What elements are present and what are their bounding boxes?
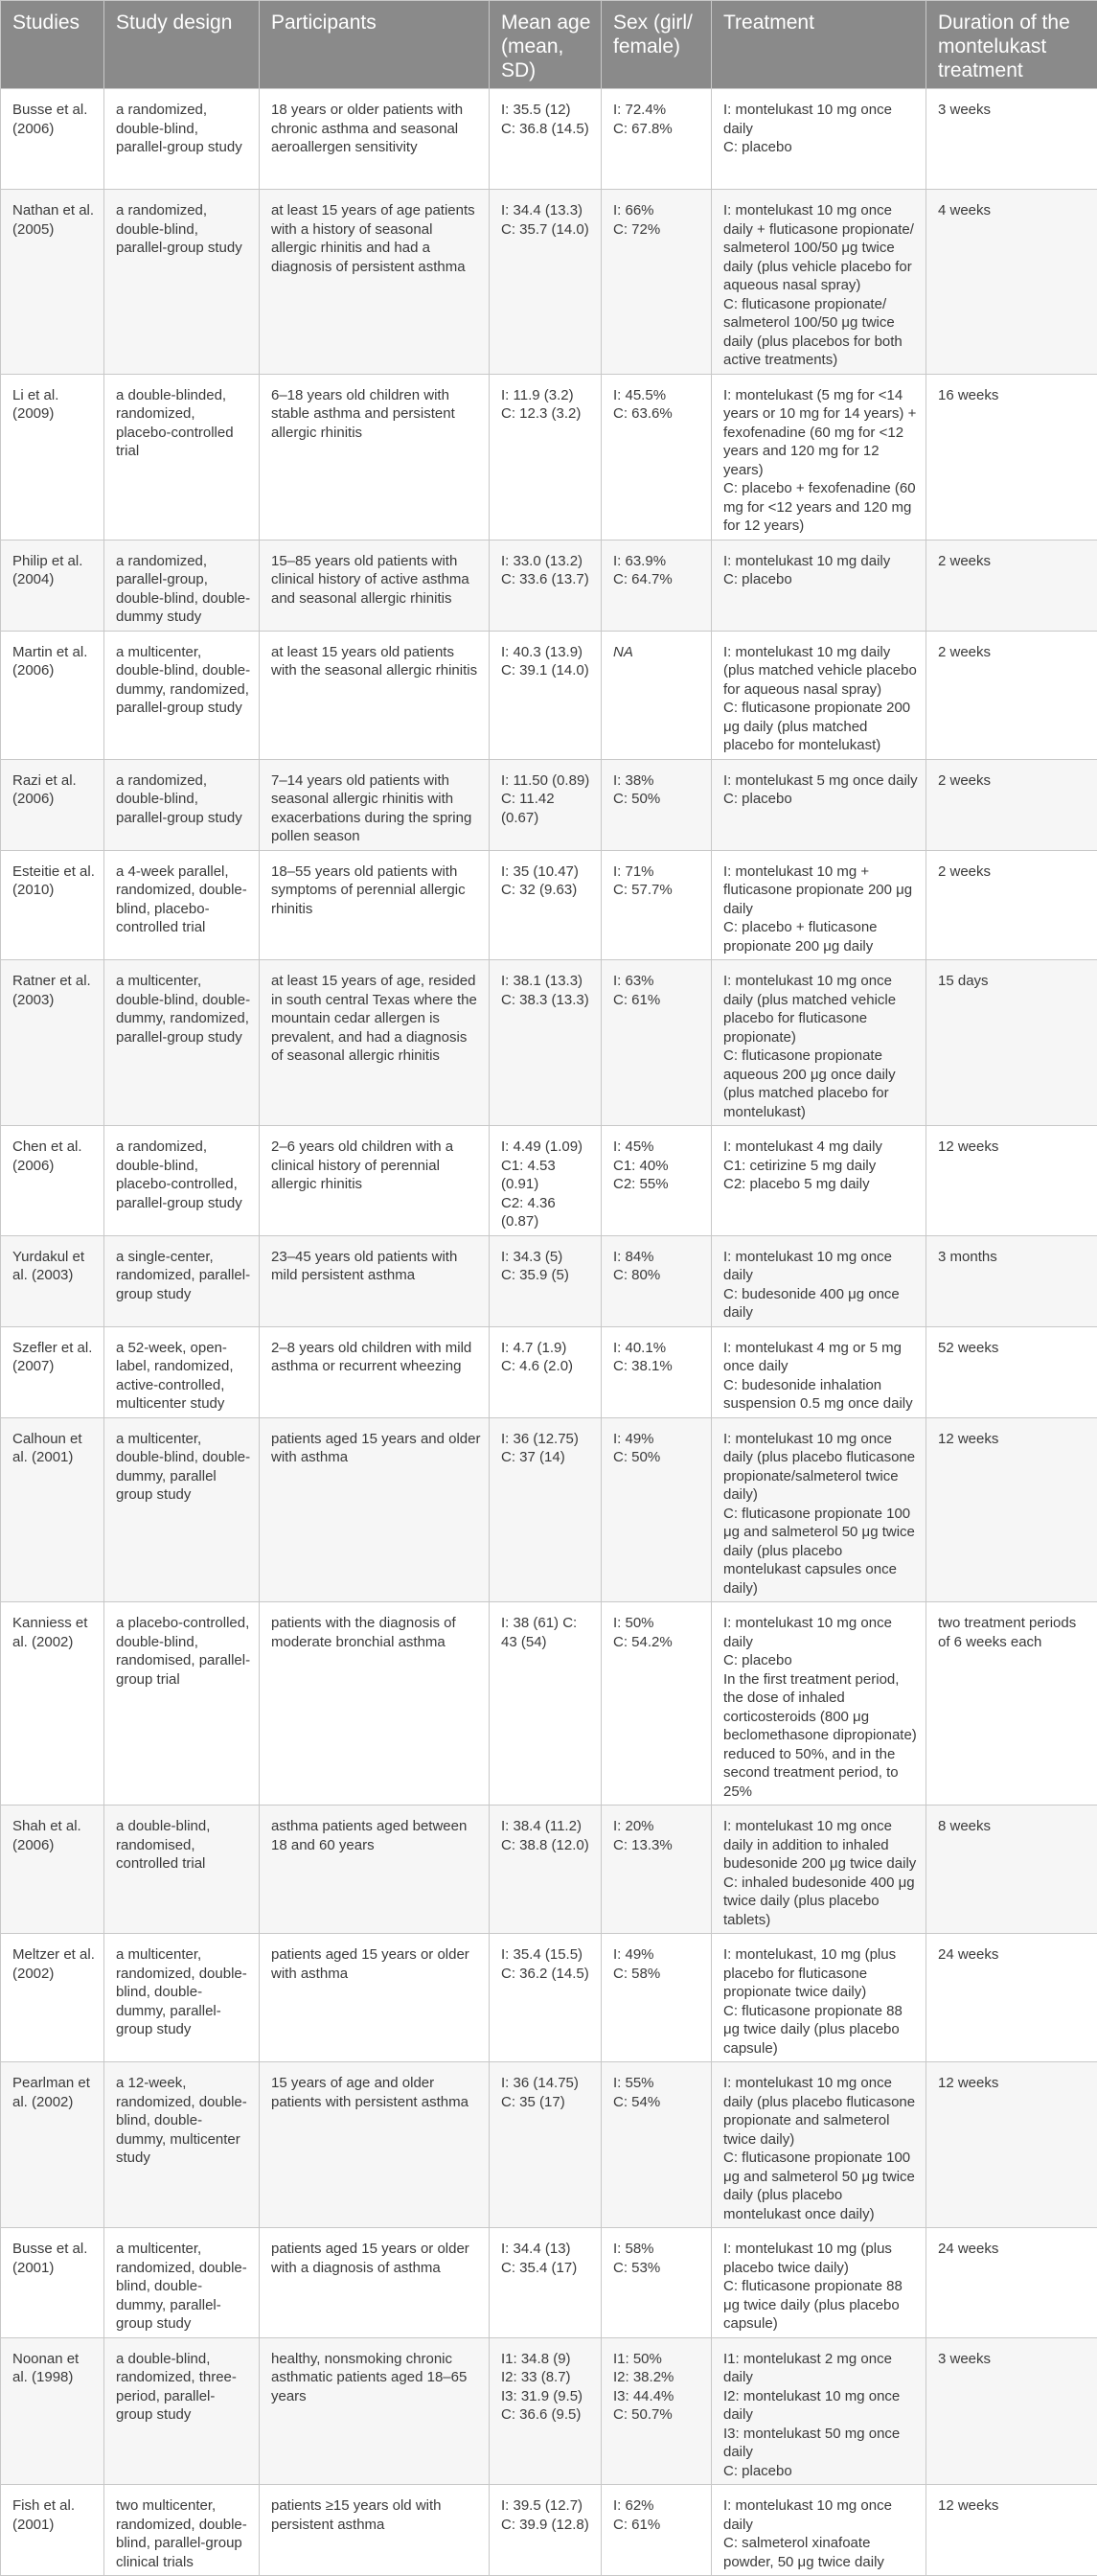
cell-participants [260,540,490,631]
cell-mean-age-text: I: 34.4 (13.3) C: 35.7 (14.0) [501,201,593,239]
cell-study-design-text: a multicenter, double-blind, double-dummy, parallel group study [116,1430,251,1505]
cell-mean-age-text: I: 35.4 (15.5) C: 36.2 (14.5) [501,1945,593,1983]
table-row [1,540,1097,631]
cell-sex [602,759,712,850]
cell-study-design [104,1417,260,1602]
cell-participants [260,850,490,960]
table-row [1,1806,1097,1934]
cell-participants-text: 6–18 years old children with stable asthma and persistent allergic rhinitis [271,386,481,443]
cell-study-design-text: a randomized, parallel-group, double-blind, double-dummy study [116,552,251,627]
cell-study-text: Fish et al. (2001) [12,2496,96,2534]
cell-duration-text: 2 weeks [938,771,1089,791]
cell-treatment [712,1602,926,1806]
cell-mean-age-text: I: 38 (61) C: 43 (54) [501,1614,593,1651]
cell-study-text: Esteitie et al. (2010) [12,862,96,900]
cell-sex-text: I: 63% C: 61% [613,972,703,1009]
table-row [1,374,1097,540]
cell-duration [926,374,1097,540]
cell-duration [926,2485,1097,2576]
cell-duration [926,89,1097,190]
header-treatment: Treatment [712,1,926,89]
cell-mean-age-text: I: 11.9 (3.2) C: 12.3 (3.2) [501,386,593,424]
cell-treatment-text: I: montelukast 10 mg once daily + fluticasone propionate/ salmeterol 100/50 μg twice daily (plus vehicle placebo for aqueous nasal spray) C: fluticasone propionate/ salmeterol 100/50 μg twice daily (plus placebos for both active treatments) [723,201,918,370]
cell-sex-text: I: 72.4% C: 67.8% [613,101,703,138]
cell-study-design-text: a randomized, double-blind, placebo-controlled, parallel-group study [116,1138,251,1212]
cell-duration [926,850,1097,960]
cell-mean-age [490,1934,602,2062]
cell-study [1,1326,104,1417]
table-row [1,190,1097,375]
cell-study-design [104,374,260,540]
table-row [1,631,1097,759]
cell-treatment [712,190,926,375]
cell-study-text: Philip et al. (2004) [12,552,96,589]
cell-study-text: Chen et al. (2006) [12,1138,96,1175]
cell-sex [602,2337,712,2485]
cell-mean-age [490,540,602,631]
cell-sex [602,540,712,631]
cell-treatment-text: I: montelukast 10 mg once daily C: salmeterol xinafoate powder, 50 μg twice daily [723,2496,918,2571]
cell-mean-age-text: I: 11.50 (0.89) C: 11.42 (0.67) [501,771,593,828]
cell-mean-age [490,850,602,960]
cell-study-design-text: a single-center, randomized, parallel-group study [116,1248,251,1304]
cell-sex [602,960,712,1126]
cell-study-design-text: a 12-week, randomized, double-blind, double-dummy, multicenter study [116,2074,251,2168]
header-participants: Participants [260,1,490,89]
cell-participants-text: 18–55 years old patients with symptoms of perennial allergic rhinitis [271,862,481,919]
cell-duration-text: 52 weeks [938,1339,1089,1358]
cell-mean-age [490,960,602,1126]
cell-duration [926,1235,1097,1326]
cell-participants-text: patients with the diagnosis of moderate bronchial asthma [271,1614,481,1651]
cell-sex [602,190,712,375]
cell-study-design [104,1806,260,1934]
cell-study-text: Nathan et al. (2005) [12,201,96,239]
cell-participants-text: patients aged 15 years or older with a diagnosis of asthma [271,2240,481,2277]
cell-sex [602,1417,712,1602]
cell-participants-text: 2–8 years old children with mild asthma or recurrent wheezing [271,1339,481,1376]
cell-sex-text: I: 50% C: 54.2% [613,1614,703,1651]
cell-treatment-text: I: montelukast 10 mg once daily (plus placebo fluticasone propionate and salmeterol twice daily) C: fluticasone propionate 100 μg and salmeterol 50 μg twice daily (plus placebo montelukast once daily) [723,2074,918,2223]
cell-mean-age-text: I: 39.5 (12.7) C: 39.9 (12.8) [501,2496,593,2534]
cell-duration [926,759,1097,850]
cell-duration [926,1602,1097,1806]
cell-mean-age-text: I: 34.4 (13) C: 35.4 (17) [501,2240,593,2277]
cell-treatment [712,1417,926,1602]
table-row [1,1602,1097,1806]
cell-mean-age [490,1806,602,1934]
cell-sex-text: I: 49% C: 50% [613,1430,703,1467]
cell-study-design-text: two multicenter, randomized, double-blind, parallel-group clinical trials [116,2496,251,2571]
cell-duration [926,1417,1097,1602]
cell-treatment-text: I: montelukast 10 mg once daily (plus matched vehicle placebo for fluticasone propionate) C: fluticasone propionate aqueous 200 μg once daily (plus matched placebo for montelukast) [723,972,918,1121]
cell-duration [926,540,1097,631]
cell-study-design [104,1602,260,1806]
cell-treatment-text: I: montelukast 10 mg + fluticasone propionate 200 μg daily C: placebo + fluticasone propionate 200 μg daily [723,862,918,956]
cell-study-design-text: a randomized, double-blind, parallel-group study [116,101,251,157]
cell-study-design-text: a multicenter, randomized, double-blind, double-dummy, parallel-group study [116,1945,251,2039]
cell-duration-text: 12 weeks [938,1430,1089,1449]
cell-treatment-text: I: montelukast 4 mg or 5 mg once daily C: budesonide inhalation suspension 0.5 mg once daily [723,1339,918,1414]
cell-mean-age-text: I: 38.4 (11.2) C: 38.8 (12.0) [501,1817,593,1854]
cell-participants [260,2485,490,2576]
cell-participants [260,2337,490,2485]
cell-study-design-text: a double-blind, randomised, controlled trial [116,1817,251,1874]
cell-study-text: Calhoun et al. (2001) [12,1430,96,1467]
cell-duration-text: 3 months [938,1248,1089,1267]
cell-participants-text: patients aged 15 years or older with asthma [271,1945,481,1983]
cell-participants [260,1806,490,1934]
cell-study-design [104,2062,260,2228]
table-row [1,759,1097,850]
cell-sex-text: I: 71% C: 57.7% [613,862,703,900]
cell-participants [260,960,490,1126]
cell-duration-text: 24 weeks [938,2240,1089,2259]
cell-duration [926,960,1097,1126]
cell-participants [260,1934,490,2062]
cell-mean-age-text: I: 38.1 (13.3) C: 38.3 (13.3) [501,972,593,1009]
cell-study-design [104,2337,260,2485]
cell-study-text: Busse et al. (2001) [12,2240,96,2277]
cell-participants [260,1326,490,1417]
cell-sex [602,89,712,190]
cell-study-text: Martin et al. (2006) [12,643,96,680]
cell-study-design-text: a 52-week, open-label, randomized, active-controlled, multicenter study [116,1339,251,1414]
cell-duration-text: 3 weeks [938,101,1089,120]
cell-study [1,2062,104,2228]
cell-participants-text: 7–14 years old patients with seasonal allergic rhinitis with exacerbations during the spring pollen season [271,771,481,846]
cell-study-text: Li et al. (2009) [12,386,96,424]
cell-study-text: Razi et al. (2006) [12,771,96,809]
cell-treatment-text: I1: montelukast 2 mg once daily I2: montelukast 10 mg once daily I3: montelukast 50 mg once daily C: placebo [723,2350,918,2481]
cell-mean-age-text: I: 36 (12.75) C: 37 (14) [501,1430,593,1467]
cell-duration [926,631,1097,759]
cell-treatment [712,759,926,850]
table-header [1,1,1097,89]
header-row [1,1,1097,89]
cell-sex-text: I: 55% C: 54% [613,2074,703,2111]
cell-study [1,374,104,540]
cell-treatment-text: I: montelukast 10 mg daily (plus matched vehicle placebo for aqueous nasal spray) C: fluticasone propionate 200 μg daily (plus matched placebo for montelukast) [723,643,918,755]
cell-mean-age [490,190,602,375]
table-row [1,89,1097,190]
cell-participants-text: healthy, nonsmoking chronic asthmatic patients aged 18–65 years [271,2350,481,2406]
cell-study [1,759,104,850]
cell-treatment [712,1934,926,2062]
cell-study-design [104,1934,260,2062]
cell-treatment [712,374,926,540]
cell-participants [260,1235,490,1326]
table-row [1,1126,1097,1236]
cell-treatment-text: I: montelukast, 10 mg (plus placebo for fluticasone propionate twice daily) C: fluticasone propionate 88 μg twice daily (plus placebo capsule) [723,1945,918,2058]
cell-participants-text: 15–85 years old patients with clinical history of active asthma and seasonal allergic rhinitis [271,552,481,609]
cell-study-text: Busse et al. (2006) [12,101,96,138]
cell-treatment [712,850,926,960]
cell-study-text: Kanniess et al. (2002) [12,1614,96,1651]
cell-duration-text: 2 weeks [938,862,1089,882]
cell-participants-text: 2–6 years old children with a clinical history of perennial allergic rhinitis [271,1138,481,1194]
cell-sex [602,1806,712,1934]
cell-study-text: Yurdakul et al. (2003) [12,1248,96,1285]
cell-study-design [104,2228,260,2338]
cell-duration-text: 12 weeks [938,2074,1089,2093]
cell-mean-age [490,2337,602,2485]
table-row [1,2062,1097,2228]
cell-sex [602,1326,712,1417]
cell-treatment [712,2337,926,2485]
table-row [1,960,1097,1126]
cell-study [1,89,104,190]
cell-mean-age [490,89,602,190]
cell-sex-text: I: 49% C: 58% [613,1945,703,1983]
cell-study-design [104,759,260,850]
cell-treatment-text: I: montelukast (5 mg for <14 years or 10 mg for 14 years) + fexofenadine (60 mg for <12 years and 120 mg for 12 years) C: placebo + fexofenadine (60 mg for <12 years and 120 mg for 12 years) [723,386,918,536]
cell-study-text: Ratner et al. (2003) [12,972,96,1009]
cell-duration-text: 8 weeks [938,1817,1089,1836]
cell-treatment [712,1806,926,1934]
cell-duration [926,1126,1097,1236]
cell-sex [602,1934,712,2062]
cell-duration [926,2337,1097,2485]
cell-treatment [712,1126,926,1236]
cell-sex [602,2485,712,2576]
cell-duration-text: 12 weeks [938,2496,1089,2516]
cell-study-text: Pearlman et al. (2002) [12,2074,96,2111]
cell-treatment [712,2228,926,2338]
cell-study [1,1934,104,2062]
cell-duration-text: two treatment periods of 6 weeks each [938,1614,1089,1651]
cell-sex-text: I: 40.1% C: 38.1% [613,1339,703,1376]
cell-duration-text: 12 weeks [938,1138,1089,1157]
cell-treatment [712,89,926,190]
cell-mean-age-text: I: 36 (14.75) C: 35 (17) [501,2074,593,2111]
cell-duration-text: 2 weeks [938,552,1089,571]
cell-treatment [712,960,926,1126]
header-studies: Studies [1,1,104,89]
cell-duration [926,1806,1097,1934]
cell-treatment [712,631,926,759]
cell-participants [260,1126,490,1236]
cell-participants [260,631,490,759]
cell-study-design [104,631,260,759]
cell-study [1,1417,104,1602]
cell-study-text: Meltzer et al. (2002) [12,1945,96,1983]
table-body [1,89,1097,2576]
cell-participants [260,89,490,190]
cell-participants-text: at least 15 years of age patients with a history of seasonal allergic rhinitis and had a diagnosis of persistent asthma [271,201,481,276]
cell-mean-age [490,2062,602,2228]
cell-study-design-text: a double-blind, randomized, three-period, parallel-group study [116,2350,251,2425]
cell-study-design-text: a double-blinded, randomized, placebo-controlled trial [116,386,251,461]
cell-participants [260,374,490,540]
cell-sex-text: I: 66% C: 72% [613,201,703,239]
cell-treatment [712,1326,926,1417]
cell-study [1,190,104,375]
cell-duration-text: 2 weeks [938,643,1089,662]
cell-treatment-text: I: montelukast 10 mg once daily C: placebo [723,101,918,157]
cell-study [1,631,104,759]
cell-study [1,1602,104,1806]
cell-duration-text: 15 days [938,972,1089,991]
cell-study-design-text: a randomized, double-blind, parallel-group study [116,201,251,258]
table-row [1,1235,1097,1326]
cell-mean-age [490,1235,602,1326]
cell-sex [602,1602,712,1806]
cell-mean-age-text: I: 4.7 (1.9) C: 4.6 (2.0) [501,1339,593,1376]
cell-sex-text: I: 45.5% C: 63.6% [613,386,703,424]
cell-sex-text: I: 20% C: 13.3% [613,1817,703,1854]
cell-participants [260,1417,490,1602]
cell-study-design [104,850,260,960]
cell-duration-text: 16 weeks [938,386,1089,405]
cell-mean-age [490,2485,602,2576]
cell-mean-age [490,759,602,850]
cell-duration-text: 4 weeks [938,201,1089,220]
header-duration: Duration of the montelukast treatment [926,1,1097,89]
cell-participants-text: at least 15 years of age, resided in south central Texas where the mountain cedar allergen is prevalent, and had a diagnosis of seasonal allergic rhinitis [271,972,481,1066]
table-row [1,2228,1097,2338]
cell-study-text: Noonan et al. (1998) [12,2350,96,2387]
cell-treatment-text: I: montelukast 10 mg once daily in addition to inhaled budesonide 200 μg twice daily C: inhaled budesonide 400 μg twice daily (plus placebo tablets) [723,1817,918,1929]
cell-sex-text: I: 45% C1: 40% C2: 55% [613,1138,703,1194]
cell-participants [260,1602,490,1806]
cell-participants [260,2062,490,2228]
cell-mean-age-text: I: 4.49 (1.09) C1: 4.53 (0.91) C2: 4.36 (0.87) [501,1138,593,1231]
cell-study [1,540,104,631]
cell-participants-text: 15 years of age and older patients with persistent asthma [271,2074,481,2111]
cell-duration-text: 24 weeks [938,1945,1089,1965]
cell-mean-age-text: I: 33.0 (13.2) C: 33.6 (13.7) [501,552,593,589]
cell-sex [602,2062,712,2228]
cell-treatment-text: I: montelukast 5 mg once daily C: placebo [723,771,918,809]
cell-study-design [104,2485,260,2576]
cell-study [1,2485,104,2576]
cell-mean-age-text: I: 35.5 (12) C: 36.8 (14.5) [501,101,593,138]
cell-participants-text: asthma patients aged between 18 and 60 years [271,1817,481,1854]
cell-participants [260,190,490,375]
cell-participants [260,759,490,850]
cell-mean-age [490,631,602,759]
table-row [1,1326,1097,1417]
cell-treatment-text: I: montelukast 10 mg (plus placebo twice daily) C: fluticasone propionate 88 μg twice daily (plus placebo capsule) [723,2240,918,2334]
cell-sex-text: I: 38% C: 50% [613,771,703,809]
cell-sex [602,1235,712,1326]
cell-study-design [104,1326,260,1417]
cell-treatment [712,2485,926,2576]
cell-sex [602,2228,712,2338]
cell-mean-age-text: I: 35 (10.47) C: 32 (9.63) [501,862,593,900]
cell-study-design-text: a randomized, double-blind, parallel-group study [116,771,251,828]
cell-mean-age [490,2228,602,2338]
cell-duration [926,190,1097,375]
cell-study-design-text: a placebo-controlled, double-blind, randomised, parallel-group trial [116,1614,251,1689]
cell-study [1,1235,104,1326]
cell-study-design-text: a 4-week parallel, randomized, double-blind, placebo-controlled trial [116,862,251,937]
cell-sex-text: I: 58% C: 53% [613,2240,703,2277]
cell-mean-age [490,1326,602,1417]
header-study-design: Study design [104,1,260,89]
cell-study-design [104,190,260,375]
cell-mean-age [490,1417,602,1602]
cell-study [1,1806,104,1934]
cell-duration [926,1934,1097,2062]
cell-mean-age [490,1126,602,1236]
cell-study [1,2337,104,2485]
cell-participants-text: patients aged 15 years and older with asthma [271,1430,481,1467]
cell-mean-age-text: I: 40.3 (13.9) C: 39.1 (14.0) [501,643,593,680]
cell-sex-text: I: 62% C: 61% [613,2496,703,2534]
cell-sex-text: NA [613,643,703,662]
cell-treatment-text: I: montelukast 10 mg once daily (plus placebo fluticasone propionate/salmeterol twice daily) C: fluticasone propionate 100 μg and salmeterol 50 μg twice daily (plus placebo montelukast capsules once daily) [723,1430,918,1598]
cell-study-text: Szefler et al. (2007) [12,1339,96,1376]
cell-treatment-text: I: montelukast 10 mg once daily C: placebo In the first treatment period, the dose of inhaled corticosteroids (800 μg beclomethasone dipropionate) reduced to 50%, and in the second treatment period, to 25% [723,1614,918,1801]
cell-study [1,1126,104,1236]
cell-study-design [104,1126,260,1236]
cell-study-design [104,960,260,1126]
cell-participants-text: patients ≥15 years old with persistent asthma [271,2496,481,2534]
cell-study-design-text: a multicenter, double-blind, double-dummy, randomized, parallel-group study [116,643,251,718]
table-row [1,850,1097,960]
cell-study-design-text: a multicenter, randomized, double-blind, double-dummy, parallel-group study [116,2240,251,2334]
table-row [1,2337,1097,2485]
cell-sex [602,850,712,960]
table-row [1,1417,1097,1602]
cell-study [1,960,104,1126]
header-mean-age: Mean age (mean, SD) [490,1,602,89]
header-sex: Sex (girl/ female) [602,1,712,89]
cell-treatment [712,540,926,631]
cell-sex-text: I: 63.9% C: 64.7% [613,552,703,589]
cell-study-text: Shah et al. (2006) [12,1817,96,1854]
cell-participants-text: at least 15 years old patients with the seasonal allergic rhinitis [271,643,481,680]
cell-study-design [104,89,260,190]
cell-participants [260,2228,490,2338]
table-row [1,1934,1097,2062]
cell-treatment [712,1235,926,1326]
table-row [1,2485,1097,2576]
cell-mean-age-text: I1: 34.8 (9) I2: 33 (8.7) I3: 31.9 (9.5) C: 36.6 (9.5) [501,2350,593,2425]
cell-study [1,2228,104,2338]
cell-participants-text: 23–45 years old patients with mild persistent asthma [271,1248,481,1285]
cell-treatment-text: I: montelukast 10 mg daily C: placebo [723,552,918,589]
cell-study-design-text: a multicenter, double-blind, double-dummy, randomized, parallel-group study [116,972,251,1046]
cell-treatment [712,2062,926,2228]
cell-treatment-text: I: montelukast 4 mg daily C1: cetirizine 5 mg daily C2: placebo 5 mg daily [723,1138,918,1194]
cell-mean-age [490,1602,602,1806]
cell-sex-text: I1: 50% I2: 38.2% I3: 44.4% C: 50.7% [613,2350,703,2425]
cell-duration [926,2228,1097,2338]
cell-sex-text: I: 84% C: 80% [613,1248,703,1285]
cell-treatment-text: I: montelukast 10 mg once daily C: budesonide 400 μg once daily [723,1248,918,1322]
cell-sex [602,374,712,540]
cell-mean-age-text: I: 34.3 (5) C: 35.9 (5) [501,1248,593,1285]
cell-sex [602,1126,712,1236]
cell-study-design [104,540,260,631]
cell-duration-text: 3 weeks [938,2350,1089,2369]
cell-participants-text: 18 years or older patients with chronic asthma and seasonal aeroallergen sensitivity [271,101,481,157]
cell-duration [926,2062,1097,2228]
cell-duration [926,1326,1097,1417]
cell-study-design [104,1235,260,1326]
cell-study [1,850,104,960]
cell-sex [602,631,712,759]
cell-mean-age [490,374,602,540]
